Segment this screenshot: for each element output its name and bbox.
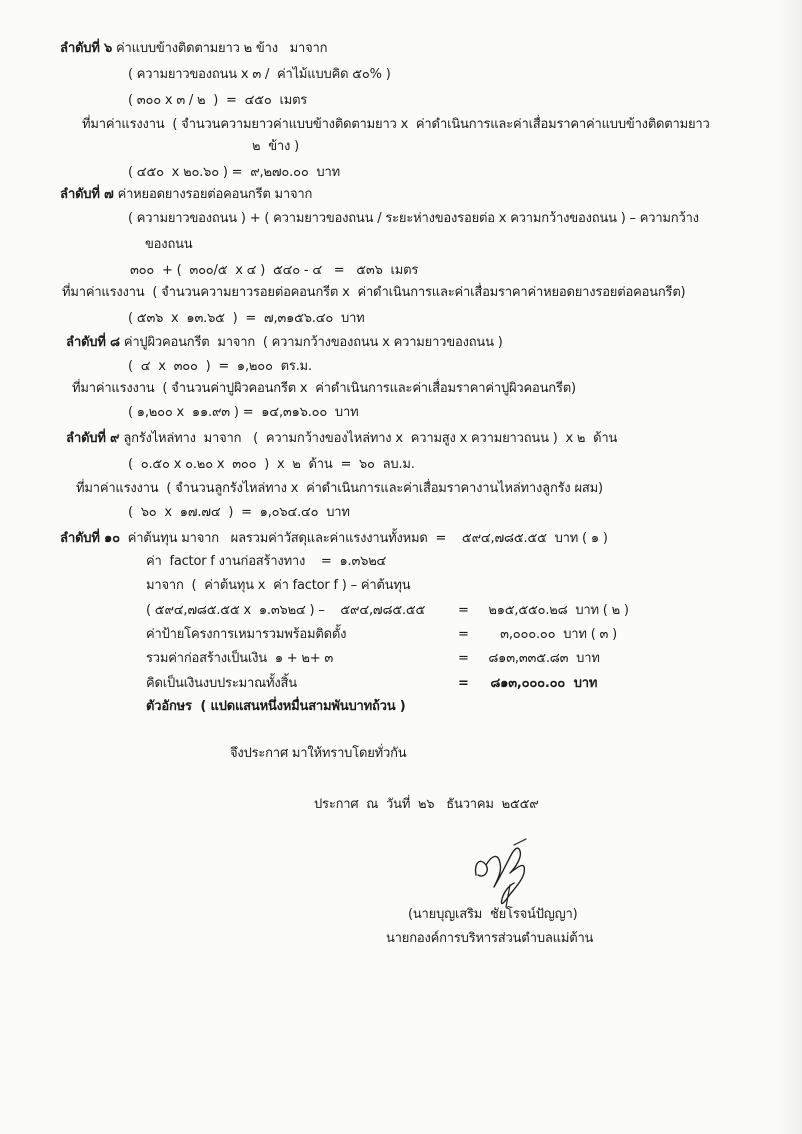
item10-source: มาจาก ( ค่าต้นทุน x ค่า factor f ) – ค่าต้นทุน	[146, 578, 411, 593]
item10-factor: ค่า factor f งานก่อสร้างทาง = ๑.๓๖๒๔	[146, 554, 387, 569]
item6-line2: ( ความยาวของถนน x ๓ / ค่าไม้แบบคิด ๕๐% )	[128, 67, 391, 82]
item7-line1: ค่าหยอดยางรอยต่อคอนกรีต มาจาก	[113, 187, 313, 202]
item8-label: ลำดับที่ ๘	[66, 335, 120, 350]
item7-line4: ๓๐๐ + ( ๓๐๐/๕ x ๔ ) ๕๔๐ - ๔ = ๕๓๖ เมตร	[130, 263, 419, 278]
handwritten-signature	[470, 835, 540, 910]
item10-budget-value: = ๘๑๓,๐๐๐.๐๐ บาท	[458, 676, 598, 691]
item10-heading	[60, 530, 608, 548]
scan-edge-shadow	[776, 0, 802, 1134]
item6-labor3: ( ๔๕๐ x ๒๐.๖๐ ) = ๙,๒๗๐.๐๐ บาท	[128, 165, 340, 180]
item6-labor1: ที่มาค่าแรงงาน ( จำนวนความยาวค่าแบบข้างติดตามยาว x ค่าดำเนินการและค่าเสื่อมราคาค่าแบบข้างติดตามยาว	[82, 117, 710, 132]
item10-calc-result: = ๒๑๕,๕๕๐.๒๘ บาท ( ๒ )	[458, 603, 629, 618]
item7-labor2: ( ๕๓๖ x ๑๓.๖๕ ) = ๗,๓๑๕๖.๔๐ บาท	[128, 311, 365, 326]
item10-label: ลำดับที่ ๑๐	[60, 531, 120, 546]
item7-label: ลำดับที่ ๗	[60, 187, 114, 202]
item10-total-value: = ๘๑๓,๓๓๕.๘๓ บาท	[458, 651, 600, 666]
item6-heading	[60, 40, 327, 58]
item8-heading	[66, 334, 503, 352]
item8-line2: ( ๔ x ๓๐๐ ) = ๑,๒๐๐ ตร.ม.	[128, 359, 312, 374]
item7-labor1: ที่มาค่าแรงงาน ( จำนวนความยาวรอยต่อคอนกรีต x ค่าดำเนินการและค่าเสื่อมราคาค่าหยอดยางรอยต่อคอนกรีต)	[62, 285, 686, 300]
closing-date: ประกาศ ณ วันที่ ๒๖ ธันวาคม ๒๕๕๙	[314, 797, 539, 812]
item8-line1: ค่าปูผิวคอนกรีต มาจาก ( ความกว้างของถนน x ความยาวของถนน )	[119, 335, 503, 350]
item7-heading	[60, 186, 312, 204]
item8-labor2: ( ๑,๒๐๐ x ๑๑.๙๓ ) = ๑๔,๓๑๖.๐๐ บาท	[128, 405, 359, 420]
item10-sign-label: ค่าป้ายโครงการเหมารวมพร้อมติดตั้ง	[146, 627, 347, 642]
item10-line1: ค่าต้นทุน มาจาก ผลรวมค่าวัสดุและค่าแรงงานทั้งหมด = ๕๙๔,๗๘๕.๕๕ บาท ( ๑ )	[119, 531, 608, 546]
item10-words: ตัวอักษร ( แปดแสนหนึ่งหมื่นสามพันบาทถ้วน )	[146, 699, 406, 714]
item9-line2: ( ๐.๕๐ x ๐.๒๐ x ๓๐๐ ) x ๒ ด้าน = ๖๐ ลบ.ม.	[128, 457, 415, 472]
item10-calc: ( ๕๙๔,๗๘๕.๕๕ x ๑.๓๖๒๔ ) – ๕๙๔,๗๘๕.๕๕	[146, 603, 426, 618]
item10-total-label: รวมค่าก่อสร้างเป็นเงิน ๑ + ๒+ ๓	[146, 651, 334, 666]
item7-line3: ของถนน	[145, 237, 193, 252]
item6-labor2: ๒ ข้าง )	[252, 139, 299, 154]
signer-title: นายกองค์การบริหารส่วนตำบลแม่ต้าน	[386, 931, 594, 946]
item6-line1: ค่าแบบข้างติดตามยาว ๒ ข้าง มาจาก	[112, 41, 328, 56]
item8-labor1: ที่มาค่าแรงงาน ( จำนวนค่าปูผิวคอนกรีต x ค่าดำเนินการและค่าเสื่อมราคาค่าปูผิวคอนกรีต)	[72, 381, 576, 396]
closing-announce: จึงประกาศ มาให้ทราบโดยทั่วกัน	[230, 746, 407, 761]
item9-labor1: ที่มาค่าแรงงาน ( จำนวนลูกรังไหล่ทาง x ค่าดำเนินการและค่าเสื่อมราคางานไหล่ทางลูกรัง ผสม)	[76, 481, 603, 496]
item9-line1: ลูกรังไหล่ทาง มาจาก ( ความกว้างของไหล่ทาง x ความสูง x ความยาวถนน ) x ๒ ด้าน	[119, 431, 618, 446]
signer-name: (นายบุญเสริม ชัยโรจน์ปัญญา)	[408, 907, 578, 922]
item6-label: ลำดับที่ ๖	[60, 41, 113, 56]
item10-budget-label: คิดเป็นเงินงบประมาณทั้งสิ้น	[146, 676, 297, 691]
item9-label: ลำดับที่ ๙	[66, 431, 120, 446]
item9-heading	[66, 430, 617, 448]
item6-line3: ( ๓๐๐ x ๓ / ๒ ) = ๔๕๐ เมตร	[128, 93, 308, 108]
item10-sign-value: = ๓,๐๐๐.๐๐ บาท ( ๓ )	[458, 627, 617, 642]
item9-labor2: ( ๖๐ x ๑๗.๗๔ ) = ๑,๐๖๔.๔๐ บาท	[128, 505, 350, 520]
item7-line2: ( ความยาวของถนน ) + ( ความยาวของถนน / ระยะห่างของรอยต่อ x ความกว้างของถนน ) – ความกว้าง	[128, 211, 699, 226]
